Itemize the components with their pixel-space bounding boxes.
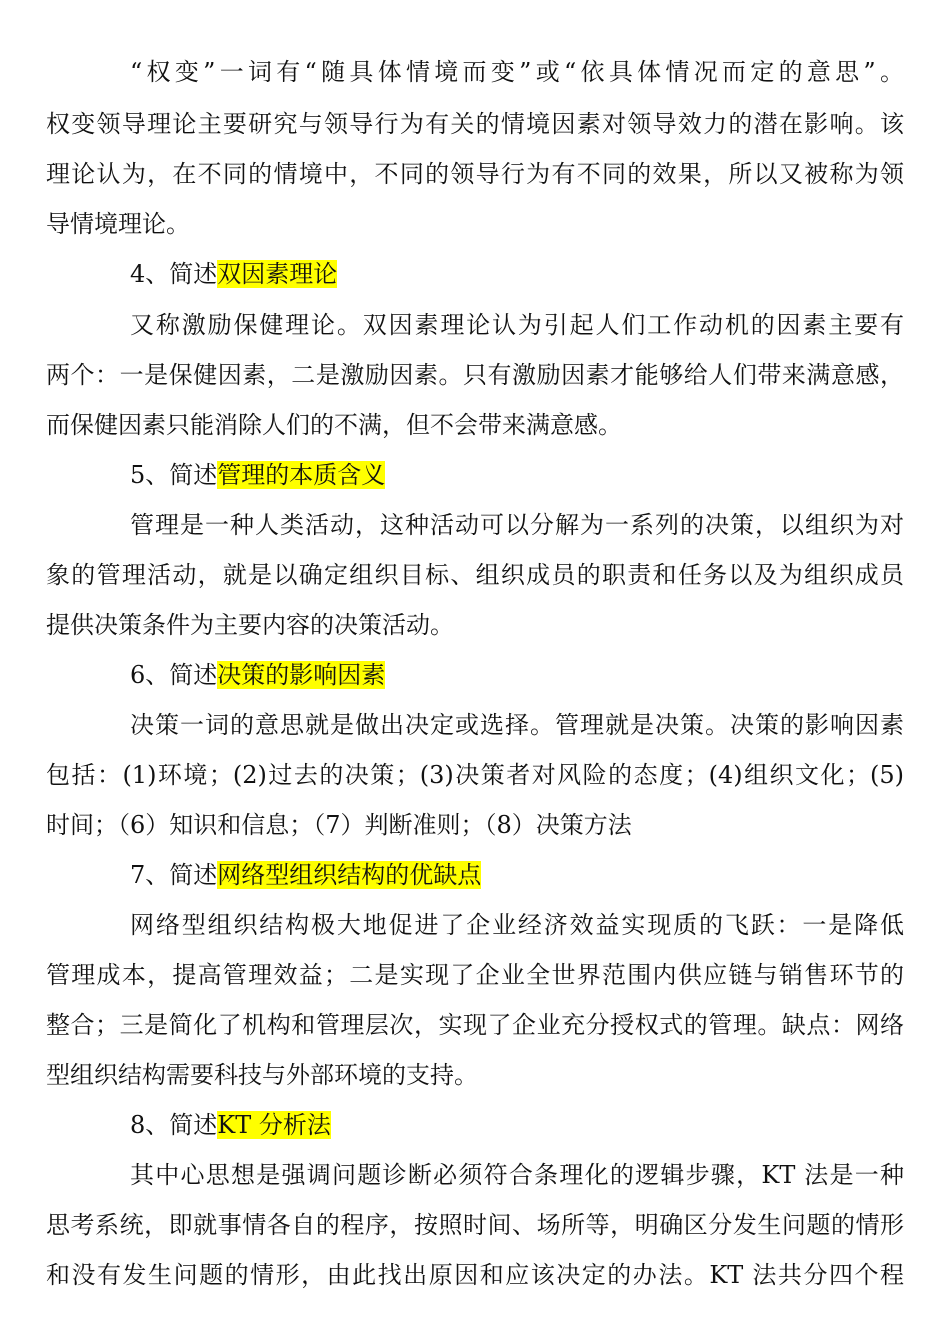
paragraph-line: 和没有发生问题的情形，由此找出原因和应该决定的办法。KT 法共分四个程	[46, 1261, 904, 1289]
heading-highlight: 决策的影响因素	[217, 661, 386, 689]
paragraph-line: 决策一词的意思就是做出决定或选择。管理就是决策。决策的影响因素	[130, 711, 904, 739]
heading-prefix: 7、简述	[130, 861, 218, 889]
paragraph-line: 理论认为，在不同的情境中，不同的领导行为有不同的效果，所以又被称为领	[46, 160, 904, 188]
heading-highlight: 网络型组织结构的优缺点	[217, 861, 482, 889]
heading-prefix: 4、简述	[130, 260, 218, 288]
paragraph-line: 权变领导理论主要研究与领导行为有关的情境因素对领导效力的潜在影响。该	[46, 110, 904, 138]
heading-highlight: 双因素理论	[217, 260, 338, 288]
heading-prefix: 5、简述	[130, 461, 218, 489]
heading-highlight: KT 分析法	[217, 1111, 331, 1139]
section-heading-8	[130, 1106, 904, 1144]
heading-prefix: 6、简述	[130, 661, 218, 689]
paragraph-line: 管理成本，提高管理效益；二是实现了企业全世界范围内供应链与销售环节的	[46, 961, 904, 989]
paragraph-line: 导情境理论。	[46, 210, 190, 238]
section-heading-5	[130, 456, 904, 494]
paragraph-line: 网络型组织结构极大地促进了企业经济效益实现质的飞跃：一是降低	[130, 911, 904, 939]
paragraph-line: 整合；三是简化了机构和管理层次，实现了企业充分授权式的管理。缺点：网络	[46, 1011, 904, 1039]
section-heading-7	[130, 856, 904, 894]
paragraph-line: 管理是一种人类活动，这种活动可以分解为一系列的决策，以组织为对	[130, 511, 904, 539]
paragraph-line: 象的管理活动，就是以确定组织目标、组织成员的职责和任务以及为组织成员	[46, 561, 904, 589]
paragraph-line: 而保健因素只能消除人们的不满，但不会带来满意感。	[46, 411, 622, 439]
paragraph-line: 两个：一是保健因素，二是激励因素。只有激励因素才能够给人们带来满意感，	[46, 361, 904, 389]
paragraph-line: 又称激励保健理论。双因素理论认为引起人们工作动机的因素主要有	[130, 311, 904, 339]
heading-prefix: 8、简述	[130, 1111, 218, 1139]
paragraph-line: “权变”一词有“随具体情境而变”或“依具体情况而定的意思”。	[130, 58, 904, 86]
paragraph-line: 型组织结构需要科技与外部环境的支持。	[46, 1061, 478, 1089]
paragraph-line: 包括：(1)环境；(2)过去的决策；(3)决策者对风险的态度；(4)组织文化；(5)	[46, 761, 904, 789]
heading-highlight: 管理的本质含义	[217, 461, 386, 489]
paragraph-line: 时间；（6）知识和信息；（7）判断准则；（8）决策方法	[46, 811, 632, 839]
section-heading-4	[130, 255, 904, 293]
paragraph-line: 其中心思想是强调问题诊断必须符合条理化的逻辑步骤，KT 法是一种	[130, 1161, 904, 1189]
section-heading-6	[130, 656, 904, 694]
paragraph-line: 思考系统，即就事情各自的程序，按照时间、场所等，明确区分发生问题的情形	[46, 1211, 904, 1239]
paragraph-line: 提供决策条件为主要内容的决策活动。	[46, 611, 454, 639]
